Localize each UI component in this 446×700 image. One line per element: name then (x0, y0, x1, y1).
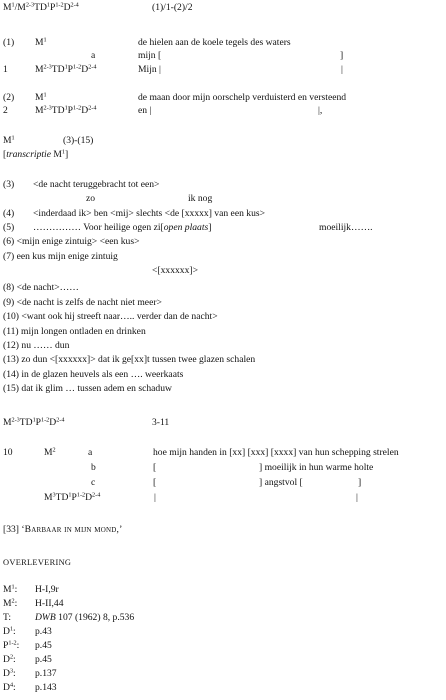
overlevering-value: H-II,44 (35, 598, 64, 609)
line-text: (12) nu …… dun (3, 340, 70, 351)
overlevering-value: DWB 107 (1962) 8, p.536 (35, 612, 135, 623)
variant-10-sig: $M^3TD^1P^{1-2}D^{2-4}$ (44, 491, 101, 503)
block-m1-siglum: $M^1$ (3, 134, 15, 146)
overlevering-siglum: $D^3$: (3, 667, 16, 679)
header-siglum: $M^1/M^{2-3}TD^1P^{1-2}D^{2-4}$ (3, 1, 79, 13)
overlevering-siglum: $M^1$: (3, 583, 18, 595)
overlevering-siglum: $D^1$: (3, 625, 16, 637)
line-num: (4) (3, 208, 15, 219)
overlevering-value: p.45 (35, 654, 52, 665)
line-text: (10) <want ook hij streeft naar….. verder dan de nacht> (3, 311, 218, 322)
line-text: (8) <de nacht>…… (3, 282, 79, 293)
overlevering-siglum: $P^{1-2}$: (3, 639, 20, 651)
header-ref: (1)/1-(2)/2 (152, 2, 193, 13)
variant-10-letter-a: a (88, 447, 93, 458)
variant-10-text-c1: [ (153, 477, 157, 488)
line-text: (14) in de glazen heuvels als een …. weerkaats (3, 369, 184, 380)
variant-10-bar-right: | (356, 492, 358, 503)
variant-1-text-1: de hielen aan de koele tegels des waters (138, 37, 291, 48)
variant-1-row-num: 1 (3, 64, 8, 75)
variant-10-letter-c: c (91, 477, 96, 488)
line-num: (3) (3, 179, 15, 190)
line-text: (6) <mijn enige zintuig> <een kus> (3, 236, 140, 247)
variant-10-text-c2: ] angstvol [ (259, 477, 303, 488)
variant-10-text-c3: ] (358, 477, 362, 488)
variant-1-sig: $M^{2-3}TD^1P^{1-2}D^{2-4}$ (35, 63, 97, 75)
overlevering-value: H-I,9r (35, 584, 59, 595)
variant-10-text-b1: [ (153, 462, 157, 473)
block-m23-ref: 3-11 (152, 417, 170, 428)
variant-10-row-num: 10 (3, 447, 13, 458)
variant-1-text-2: mijn [ (138, 50, 162, 61)
variant-2-bar: |, (318, 105, 323, 116)
overlevering-value: p.43 (35, 626, 52, 637)
transcriptie-label: [transcriptie $M^1$] (3, 148, 69, 160)
line-num: (5) (3, 222, 15, 233)
variant-2-text-1: de maan door mijn oorschelp verduisterd en versteend (138, 92, 347, 103)
overlevering-heading: OVERLEVERING (3, 558, 72, 567)
variant-10-bar-left: | (154, 492, 156, 503)
block-m1-ref: (3)-(15) (63, 135, 94, 146)
line-text: (9) <de nacht is zelfs de nacht niet meer> (3, 297, 162, 308)
variant-1-siglum: $M^1$ (35, 36, 47, 48)
overlevering-siglum: $D^2$: (3, 653, 16, 665)
line-text: …………… Voor heilige ogen zi[open plaats] (33, 222, 212, 233)
line-text: <[xxxxxx]> (152, 265, 198, 276)
variant-1-text-3: Mijn | (138, 64, 161, 75)
variant-2-num: (2) (3, 92, 15, 103)
overlevering-value: p.143 (35, 682, 57, 693)
block-m23-siglum: $M^{2-3}TD^1P^{1-2}D^{2-4}$ (3, 416, 65, 428)
line-text: zo (86, 193, 96, 204)
variant-10-text-a: hoe mijn handen in [xx] [xxx] [xxxx] van hun schepping strelen (153, 447, 399, 458)
variant-2-sig: $M^{2-3}TD^1P^{1-2}D^{2-4}$ (35, 104, 97, 116)
variant-1-num: (1) (3, 37, 15, 48)
line-text: (11) mijn longen ontladen en drinken (3, 326, 146, 337)
line-text: moeilijk……. (319, 222, 373, 233)
line-text: <de nacht teruggebracht tot een> (33, 179, 160, 190)
overlevering-siglum: $D^4$: (3, 681, 16, 693)
variant-2-text-2: en | (138, 105, 152, 116)
variant-10-letter-b: b (91, 462, 96, 473)
overlevering-value: p.137 (35, 668, 57, 679)
overlevering-siglum: $M^2$: (3, 597, 18, 609)
line-text: <inderdaad ik> ben <mij> slechts <de [xxxxx] van een kus> (33, 208, 266, 219)
overlevering-siglum: T: (3, 612, 12, 623)
line-text: (13) zo dun <[xxxxxx]> dat ik ge[xx]t tussen twee glazen schalen (3, 354, 256, 365)
variant-1-letter-a: a (91, 50, 96, 61)
poem-title: [33] ‘Barbaar in mijn mond,’ (3, 524, 123, 535)
line-text: ik nog (188, 193, 213, 204)
variant-10-siglum: $M^2$ (44, 446, 56, 458)
variant-2-row-num: 2 (3, 105, 8, 116)
variant-2-siglum: $M^1$ (35, 91, 47, 103)
line-text: (15) dat ik glim … tussen adem en schaduw (3, 383, 172, 394)
line-text: (7) een kus mijn enige zintuig (3, 251, 118, 262)
variant-1-bracket-close: ] (340, 50, 344, 61)
overlevering-value: p.45 (35, 640, 52, 651)
variant-1-bar: | (341, 64, 343, 75)
variant-10-text-b2: ] moeilijk in hun warme holte (259, 462, 374, 473)
